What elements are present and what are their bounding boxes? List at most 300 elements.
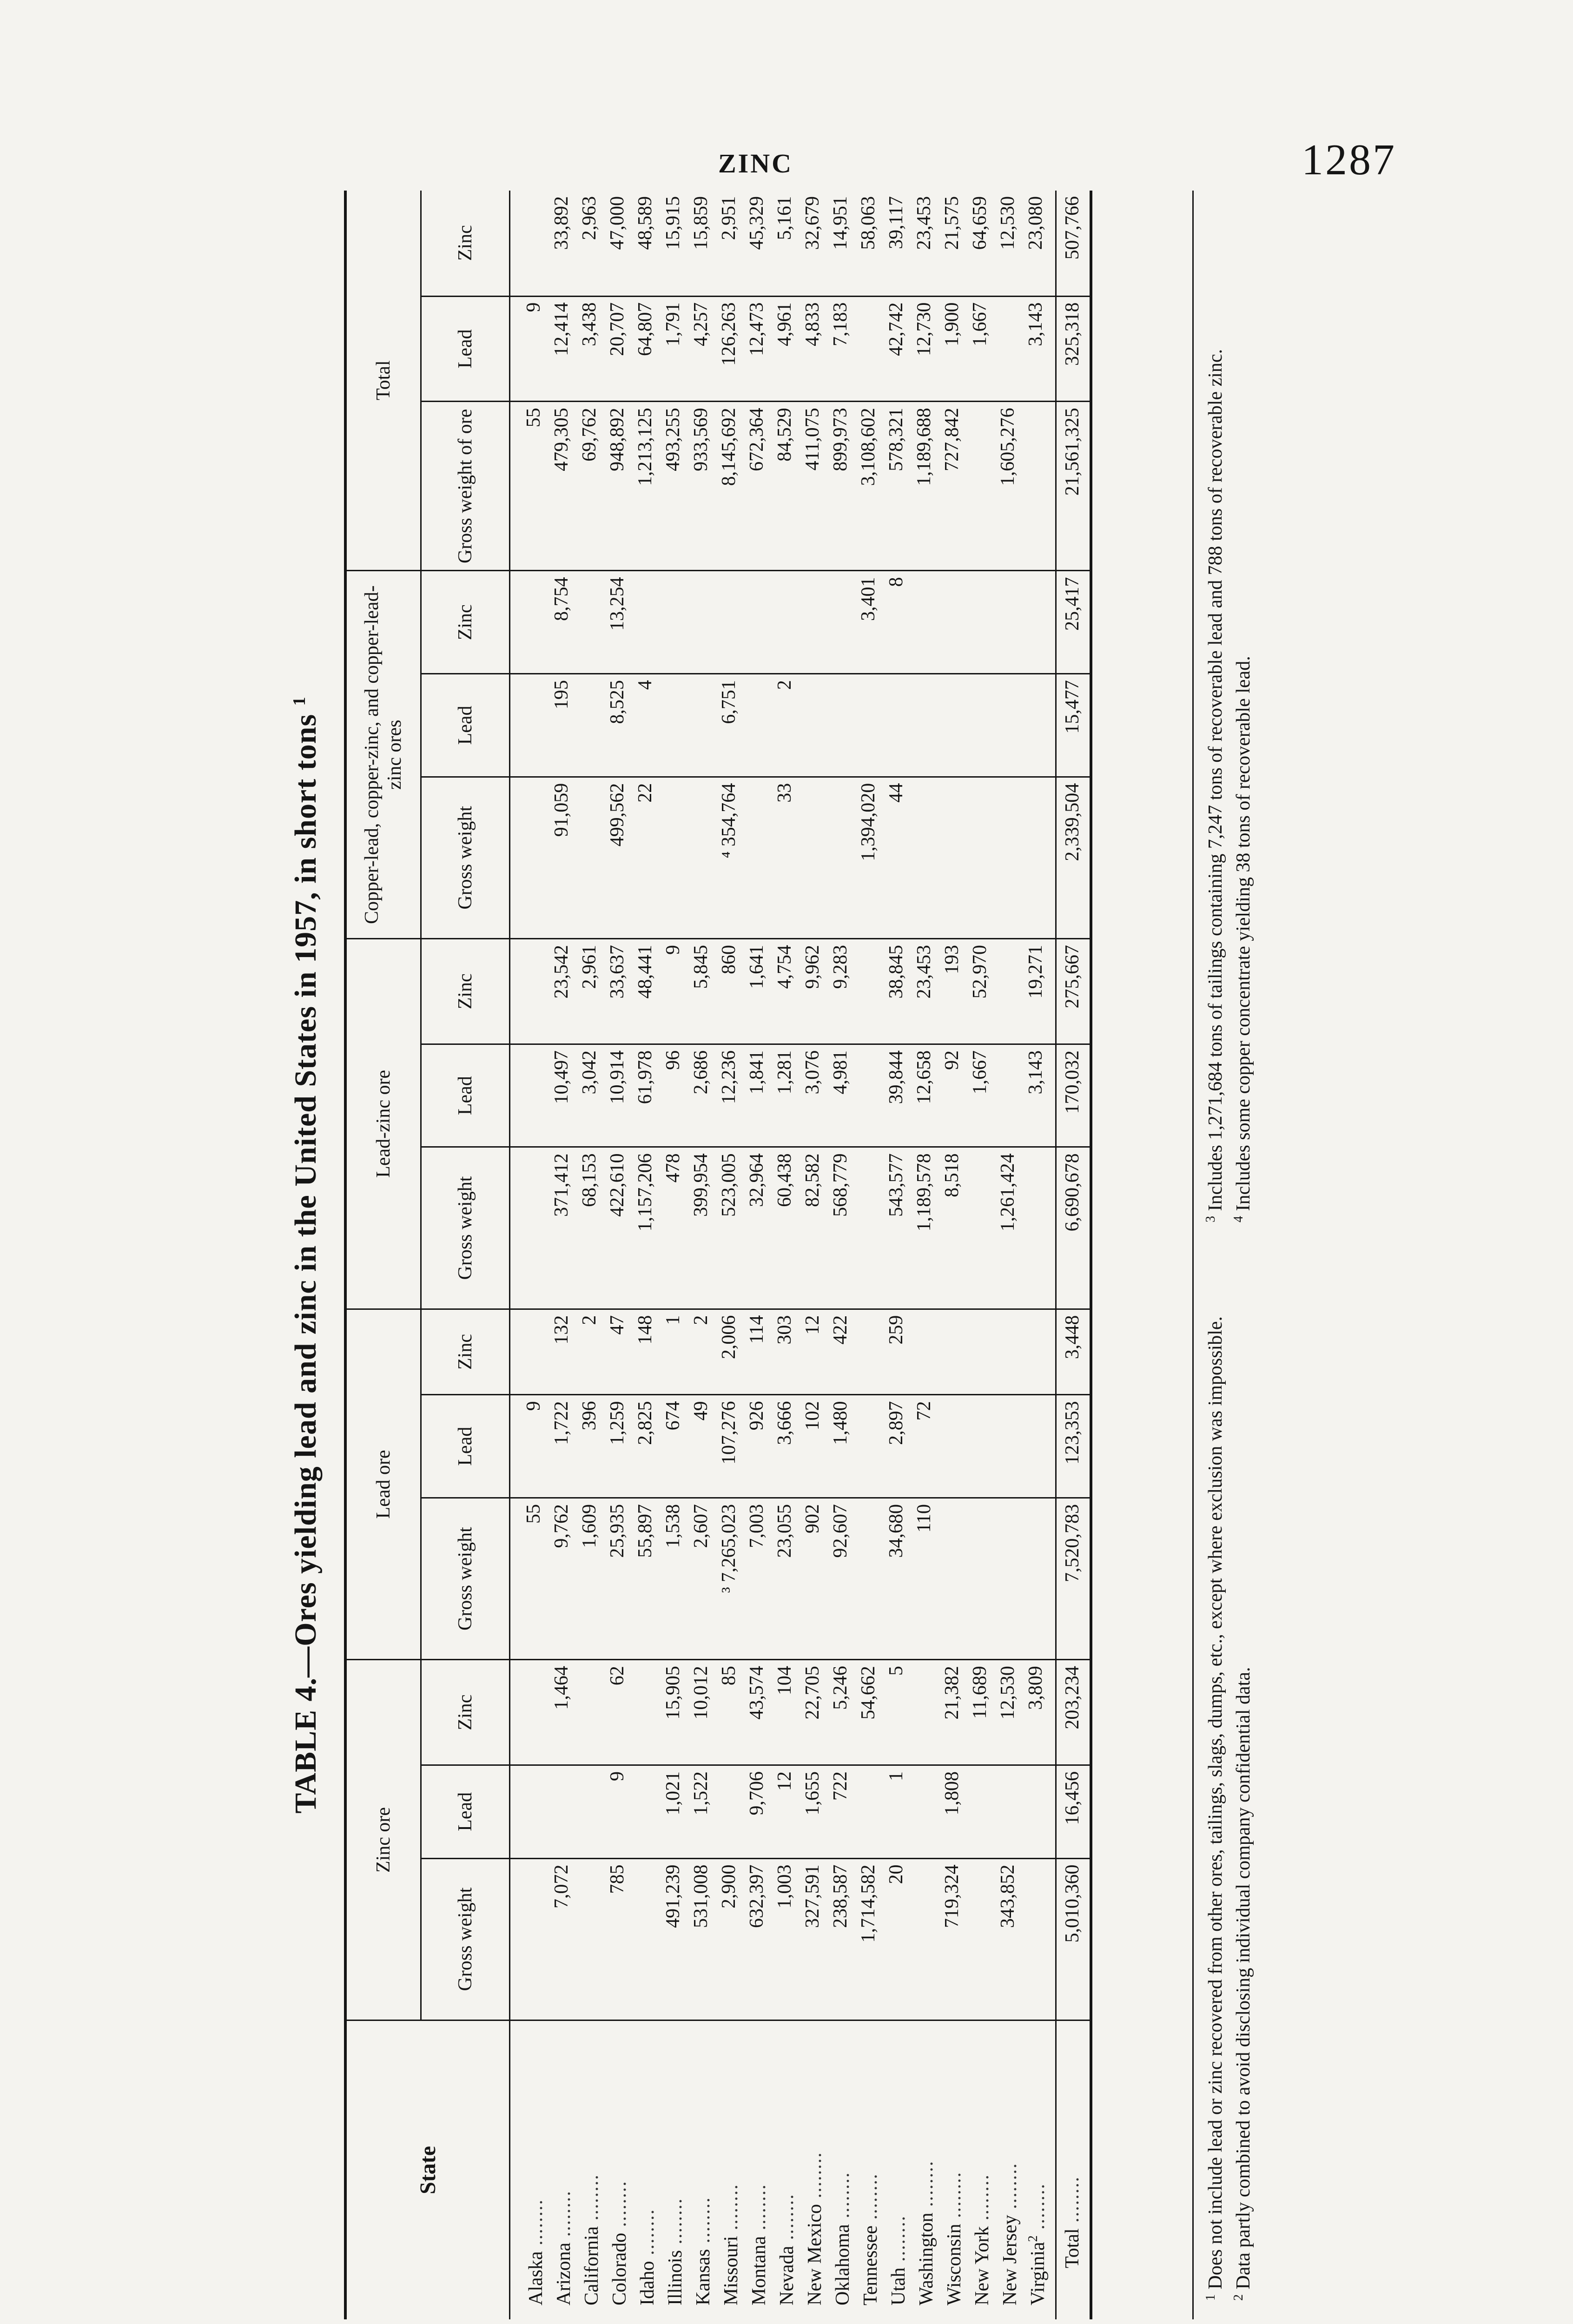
table-cell: 52,970 [966, 938, 994, 1044]
group-header-zinc-ore: Zinc ore [345, 1660, 421, 2020]
table-row [631, 191, 659, 2319]
table-cell: 92,607 [826, 1498, 854, 1659]
table-cell: 523,005 [715, 1147, 743, 1309]
table-cell: 1,655 [799, 1765, 826, 1859]
table-cell: 1,480 [826, 1395, 854, 1498]
table-cell: 21,575 [938, 191, 966, 296]
table-cell: 1,605,276 [994, 402, 1022, 571]
state-name: New York [972, 2226, 993, 2305]
table-cell: 5,161 [771, 191, 799, 296]
table-cell: 8,525 [603, 674, 631, 777]
state-name: California [581, 2226, 602, 2305]
table-cell: 39,117 [882, 191, 910, 296]
table-cell: 5,246 [826, 1660, 854, 1765]
footnote-mark: 1 [1203, 2294, 1218, 2301]
table-cell [1022, 1858, 1056, 2020]
table-cell [966, 777, 994, 938]
table-row [771, 191, 799, 2319]
table-cell [659, 674, 687, 777]
column-header: Gross weight [421, 1147, 510, 1309]
leader-dots: ........ [860, 2173, 881, 2226]
table-cell: 327,591 [799, 1858, 826, 2020]
table-row [910, 191, 938, 2319]
table-body [510, 191, 1091, 2319]
table-cell: 193 [938, 938, 966, 1044]
table-row [715, 191, 743, 2319]
table-cell: ⁴ 354,764 [715, 777, 743, 938]
table-cell: 491,239 [659, 1858, 687, 2020]
table-row [994, 191, 1022, 2319]
table-cell: 8,754 [548, 571, 575, 674]
table-cell [910, 571, 938, 674]
table-cell: 396 [575, 1395, 603, 1498]
table-row [603, 191, 631, 2319]
column-header: Zinc [421, 1309, 510, 1395]
table-cell: 4,833 [799, 296, 826, 402]
table-cell: 12,473 [743, 296, 771, 402]
column-header: Lead [421, 1765, 510, 1859]
state-cell [575, 2020, 603, 2319]
table-cell [659, 777, 687, 938]
table-cell: 1,522 [687, 1765, 715, 1859]
footnotes-right-column [1199, 191, 1255, 1241]
table-cell [994, 938, 1022, 1044]
state-cell [966, 2020, 994, 2319]
footnote-4 [1227, 191, 1255, 1241]
table-cell: 96 [659, 1044, 687, 1147]
table-cell: 12,414 [548, 296, 575, 402]
state-name: Nevada [776, 2245, 798, 2305]
state-name: New Jersey [999, 2215, 1021, 2305]
leader-dots: ........ [999, 2162, 1021, 2215]
table-cell [548, 1765, 575, 1859]
table-cell [994, 674, 1022, 777]
state-name: Total [1062, 2228, 1083, 2268]
leader-dots: ........ [720, 2184, 742, 2236]
table-cell: 85 [715, 1660, 743, 1765]
table-cell: 3,809 [1022, 1660, 1056, 1765]
table-cell: 1,157,206 [631, 1147, 659, 1309]
table-cell: 12 [799, 1309, 826, 1395]
table-cell [966, 1309, 994, 1395]
leader-dots: ........ [804, 2152, 826, 2204]
table-cell [799, 571, 826, 674]
table-cell [910, 1858, 938, 2020]
table-cell: 303 [771, 1309, 799, 1395]
table-cell [575, 1660, 603, 1765]
table-row [882, 191, 910, 2319]
state-cell [659, 2020, 687, 2319]
state-name: Kansas [693, 2249, 714, 2305]
table-cell: 1,021 [659, 1765, 687, 1859]
table-cell: 2 [575, 1309, 603, 1395]
state-cell [631, 2020, 659, 2319]
table-cell: 9,962 [799, 938, 826, 1044]
page-number: 1287 [1302, 136, 1396, 184]
leader-dots: ........ [776, 2193, 798, 2246]
table-cell: 1 [659, 1309, 687, 1395]
table-cell: 411,075 [799, 402, 826, 571]
table-cell: 9,762 [548, 1498, 575, 1659]
table-cell [743, 777, 771, 938]
state-cell [771, 2020, 799, 2319]
table-cell [659, 571, 687, 674]
table-cell [575, 1858, 603, 2020]
column-header: Lead [421, 674, 510, 777]
table-cell: 43,574 [743, 1660, 771, 1765]
table-cell: 38,845 [882, 938, 910, 1044]
state-name: Alaska [525, 2251, 547, 2305]
leader-dots: ........ [693, 2197, 714, 2249]
table-cell [743, 571, 771, 674]
table-cell [631, 1765, 659, 1859]
table-cell: 23,542 [548, 938, 575, 1044]
table-cell: 2,006 [715, 1309, 743, 1395]
table-cell: 102 [799, 1395, 826, 1498]
table-cell: 1,281 [771, 1044, 799, 1147]
rotated-table-block [288, 191, 1274, 2319]
table-cell [966, 1765, 994, 1859]
table-cell [966, 1395, 994, 1498]
state-name: Utah [888, 2267, 909, 2305]
table-cell: 44 [882, 777, 910, 938]
table-cell: 92 [938, 1044, 966, 1147]
footnote-1 [1199, 1278, 1227, 2319]
column-header: Gross weight [421, 1498, 510, 1659]
table-cell: 933,569 [687, 402, 715, 571]
state-cell [854, 2020, 882, 2319]
table-cell [994, 1395, 1022, 1498]
table-caption [288, 191, 324, 2319]
table-cell: 15,477 [1056, 674, 1091, 777]
column-header: Lead [421, 1044, 510, 1147]
table-cell [1022, 674, 1056, 777]
table-cell: 34,680 [882, 1498, 910, 1659]
table-cell [510, 1765, 548, 1859]
column-header: Zinc [421, 1660, 510, 1765]
table-cell: 2,686 [687, 1044, 715, 1147]
table-cell: 1,189,578 [910, 1147, 938, 1309]
table-cell: 69,762 [575, 402, 603, 571]
table-cell: 33,637 [603, 938, 631, 1044]
table-cell [966, 402, 994, 571]
table-cell: 23,453 [910, 191, 938, 296]
table-cell: 543,577 [882, 1147, 910, 1309]
table-cell: 371,412 [548, 1147, 575, 1309]
table-cell: 3,108,602 [854, 402, 882, 571]
state-name: Idaho [637, 2261, 658, 2305]
table-cell: 15,915 [659, 191, 687, 296]
table-cell [910, 1765, 938, 1859]
table-cell: 16,456 [1056, 1765, 1091, 1859]
state-name: Illinois [665, 2250, 686, 2305]
leader-dots: ........ [832, 2172, 853, 2225]
table-row [938, 191, 966, 2319]
table-cell [510, 674, 548, 777]
table-cell [687, 777, 715, 938]
table-cell: 5 [882, 1660, 910, 1765]
table-cell: ³ 7,265,023 [715, 1498, 743, 1659]
table-cell: 110 [910, 1498, 938, 1659]
table-cell: 72 [910, 1395, 938, 1498]
table-cell: 126,263 [715, 296, 743, 402]
state-cell [826, 2020, 854, 2319]
state-name: Colorado [609, 2232, 630, 2305]
footnotes-left-column [1199, 1278, 1255, 2319]
table-cell: 60,438 [771, 1147, 799, 1309]
table-cell: 568,779 [826, 1147, 854, 1309]
table-row [659, 191, 687, 2319]
table-cell: 9 [510, 1395, 548, 1498]
table-cell [938, 777, 966, 938]
footnote-text: Includes some copper concentrate yielding 38 tons of recoverable lead. [1233, 656, 1254, 1211]
table-cell: 1,259 [603, 1395, 631, 1498]
table-cell: 1,722 [548, 1395, 575, 1498]
table-cell [631, 1858, 659, 2020]
table-cell: 325,318 [1056, 296, 1091, 402]
table-cell [994, 1498, 1022, 1659]
table-cell: 12,730 [910, 296, 938, 402]
table-cell [826, 571, 854, 674]
table-cell: 12,530 [994, 1660, 1022, 1765]
group-header-copper-ores: Copper-lead, copper-zinc, and copper-lead-zinc ores [345, 571, 421, 938]
table-cell: 3,143 [1022, 1044, 1056, 1147]
table-cell: 4,257 [687, 296, 715, 402]
footnote-3 [1199, 191, 1227, 1241]
table-cell: 15,859 [687, 191, 715, 296]
running-head-title: ZINC [718, 148, 793, 178]
state-name: Arizona [553, 2242, 575, 2305]
table-cell: 1,394,020 [854, 777, 882, 938]
state-cell [510, 2020, 548, 2319]
table-cell: 719,324 [938, 1858, 966, 2020]
table-cell: 531,008 [687, 1858, 715, 2020]
state-name: Virginia [1027, 2242, 1049, 2305]
leader-dots: ........ [1062, 2176, 1083, 2229]
table-cell: 1,261,424 [994, 1147, 1022, 1309]
state-cell [715, 2020, 743, 2319]
table-cell: 170,032 [1056, 1044, 1091, 1147]
state-cell [938, 2020, 966, 2319]
table-cell [966, 1498, 994, 1659]
table-cell: 499,562 [603, 777, 631, 938]
table-cell: 9 [603, 1765, 631, 1859]
table-cell: 578,321 [882, 402, 910, 571]
table-cell [854, 1309, 882, 1395]
footnote-mark: 4 [1231, 1216, 1246, 1222]
table-cell: 23,453 [910, 938, 938, 1044]
state-cell [910, 2020, 938, 2319]
table-cell: 259 [882, 1309, 910, 1395]
table-caption-text: TABLE 4.—Ores yielding lead and zinc in the United States in 1957, in short tons [289, 713, 323, 1814]
table-cell: 148 [631, 1309, 659, 1395]
leader-dots: ........ [944, 2171, 965, 2224]
table-cell [715, 571, 743, 674]
table-cell [882, 674, 910, 777]
table-cell: 632,397 [743, 1858, 771, 2020]
table-cell: 11,689 [966, 1660, 994, 1765]
table-cell: 3,042 [575, 1044, 603, 1147]
table-cell [631, 1660, 659, 1765]
table-cell [854, 674, 882, 777]
table-cell: 107,276 [715, 1395, 743, 1498]
table-cell: 1,464 [548, 1660, 575, 1765]
table-cell: 4,961 [771, 296, 799, 402]
table-cell: 10,497 [548, 1044, 575, 1147]
table-cell: 3,448 [1056, 1309, 1091, 1395]
table-cell: 20,707 [603, 296, 631, 402]
table-cell: 343,852 [994, 1858, 1022, 2020]
leader-dots: ........ [525, 2199, 547, 2251]
table-cell [910, 777, 938, 938]
table-cell: 25,417 [1056, 571, 1091, 674]
leader-dots: ........ [972, 2174, 993, 2226]
table-cell [938, 1498, 966, 1659]
state-cell [687, 2020, 715, 2319]
table-cell [826, 674, 854, 777]
table-cell [910, 1309, 938, 1395]
table-cell: 8,145,692 [715, 402, 743, 571]
table-cell: 5,845 [687, 938, 715, 1044]
table-cell: 722 [826, 1765, 854, 1859]
table-cell: 727,842 [938, 402, 966, 571]
table-cell: 48,589 [631, 191, 659, 296]
table-cell [1022, 1147, 1056, 1309]
table-cell: 62 [603, 1660, 631, 1765]
table-cell: 203,234 [1056, 1660, 1091, 1765]
table-cell: 49 [687, 1395, 715, 1498]
leader-dots: ........ [665, 2198, 686, 2250]
table-cell: 422,610 [603, 1147, 631, 1309]
table-cell: 6,751 [715, 674, 743, 777]
table-cell: 20 [882, 1858, 910, 2020]
footnotes [1192, 191, 1254, 2319]
table-cell: 25,935 [603, 1498, 631, 1659]
table-cell: 672,364 [743, 402, 771, 571]
table-cell: 19,271 [1022, 938, 1056, 1044]
table-cell: 21,382 [938, 1660, 966, 1765]
table-cell: 48,441 [631, 938, 659, 1044]
table-cell [510, 1147, 548, 1309]
table-cell: 12,530 [994, 191, 1022, 296]
table-cell [510, 938, 548, 1044]
table-cell: 1,538 [659, 1498, 687, 1659]
table-row [799, 191, 826, 2319]
column-header: Zinc [421, 571, 510, 674]
table-cell [510, 571, 548, 674]
table-cell: 4 [631, 674, 659, 777]
table-cell: 1,003 [771, 1858, 799, 2020]
column-header: Gross weight [421, 1858, 510, 2020]
table-cell: 2,900 [715, 1858, 743, 2020]
table-cell [510, 1858, 548, 2020]
table-cell: 1,213,125 [631, 402, 659, 571]
table-cell: 132 [548, 1309, 575, 1395]
table-cell [938, 1309, 966, 1395]
table-cell: 55 [510, 1498, 548, 1659]
table-cell: 2,825 [631, 1395, 659, 1498]
table-cell: 14,951 [826, 191, 854, 296]
table-cell: 422 [826, 1309, 854, 1395]
table-cell: 47 [603, 1309, 631, 1395]
table-row [1022, 191, 1056, 2319]
table-cell: 42,742 [882, 296, 910, 402]
table-row [966, 191, 994, 2319]
table-cell [966, 1147, 994, 1309]
leader-dots: ........ [1027, 2183, 1049, 2236]
table-cell: 12 [771, 1765, 799, 1859]
table-cell: 2,607 [687, 1498, 715, 1659]
table-cell: 9,283 [826, 938, 854, 1044]
table-cell: 674 [659, 1395, 687, 1498]
table-row [687, 191, 715, 2319]
table-cell: 1 [882, 1765, 910, 1859]
table-cell [854, 1765, 882, 1859]
table-cell [994, 1765, 1022, 1859]
table-cell: 1,900 [938, 296, 966, 402]
table-cell: 2 [771, 674, 799, 777]
table-cell [1022, 1395, 1056, 1498]
table-cell [994, 296, 1022, 402]
state-name: New Mexico [804, 2204, 826, 2305]
table-cell [575, 674, 603, 777]
table-cell: 1,841 [743, 1044, 771, 1147]
total-row [1056, 191, 1091, 2319]
table-cell: 22 [631, 777, 659, 938]
table-cell: 275,667 [1056, 938, 1091, 1044]
footnote-text: Data partly combined to avoid disclosing individual company confidential data. [1233, 1667, 1254, 2290]
state-cell [882, 2020, 910, 2319]
table-cell: 478 [659, 1147, 687, 1309]
table-cell: 45,329 [743, 191, 771, 296]
table-cell: 1,189,688 [910, 402, 938, 571]
table-cell: 4,754 [771, 938, 799, 1044]
state-name: Oklahoma [832, 2224, 853, 2305]
table-cell [799, 674, 826, 777]
table-cell: 47,000 [603, 191, 631, 296]
table-cell: 948,892 [603, 402, 631, 571]
table-cell [966, 571, 994, 674]
table-cell [510, 1309, 548, 1395]
state-header: State [345, 2020, 510, 2319]
table-cell [1022, 777, 1056, 938]
table-row [854, 191, 882, 2319]
state-name: Washington [916, 2212, 937, 2305]
table-row [575, 191, 603, 2319]
leader-dots: ........ [637, 2208, 658, 2261]
table-cell: 3,143 [1022, 296, 1056, 402]
table-cell [510, 1044, 548, 1147]
group-header-lead-ore: Lead ore [345, 1309, 421, 1660]
table-cell: 7,183 [826, 296, 854, 402]
table-cell: 9 [510, 296, 548, 402]
table-cell [938, 674, 966, 777]
table-cell: 39,844 [882, 1044, 910, 1147]
table-cell: 1,791 [659, 296, 687, 402]
column-header: Zinc [421, 938, 510, 1044]
state-footnote-mark: 2 [1026, 2235, 1040, 2242]
table-cell [994, 777, 1022, 938]
table-cell [715, 1765, 743, 1859]
table-cell [994, 571, 1022, 674]
table-row [548, 191, 575, 2319]
table-cell: 860 [715, 938, 743, 1044]
table-cell [966, 1858, 994, 2020]
table-cell: 507,766 [1056, 191, 1091, 296]
table-cell: 64,807 [631, 296, 659, 402]
table-cell: 1,714,582 [854, 1858, 882, 2020]
table-cell: 10,012 [687, 1660, 715, 1765]
